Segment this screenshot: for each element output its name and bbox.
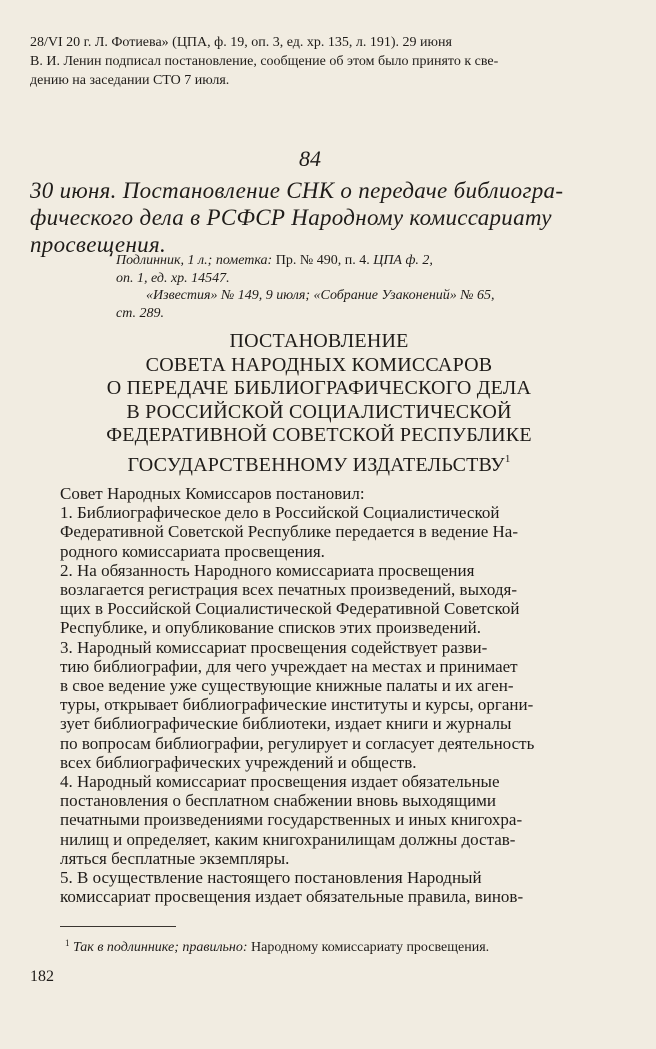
paragraph-line: тию библиографии, для чего учреждает на местах и принимает [60, 656, 518, 676]
footnote-mark: 1 [504, 452, 511, 465]
source-line [116, 252, 608, 270]
decree-paragraph-1 [30, 503, 608, 561]
paragraph-line: печатными произведениями государственных и иных книгохра- [60, 810, 523, 830]
paragraph-line: комиссариат просвещения издает обязательные правила, винов- [60, 887, 524, 907]
paragraph-line: 3. Народный комиссариат просвещения содействует разви- [60, 637, 488, 657]
paragraph-line: Республике, и опубликование списков этих произведений. [60, 618, 481, 638]
title-last-text: ГОСУДАРСТВЕННОМУ ИЗДАТЕЛЬСТВУ [127, 453, 505, 476]
paragraph-line: ляться бесплатные экземпляры. [60, 848, 290, 868]
paragraph-line: родного комиссариата просвещения. [60, 541, 325, 561]
heading-line: фического дела в РСФСР Народному комиссариату [30, 205, 552, 230]
paragraph-line: Федеративной Советской Республике передается в ведение На- [60, 522, 518, 542]
page-number: 182 [30, 968, 54, 985]
decree-intro: Совет Народных Комиссаров постановил: [60, 484, 365, 503]
decree-paragraph-4 [30, 772, 608, 868]
paragraph-line: 4. Народный комиссариат просвещения издает обязательные [60, 772, 500, 792]
paragraph-line: туры, открывает библиографические институты и курсы, органи- [60, 695, 534, 715]
paragraph-line: нилищ и определяет, каким книгохранилищам должны достав- [60, 829, 516, 849]
decree-paragraph-5 [30, 868, 608, 906]
title-line: СОВЕТА НАРОДНЫХ КОМИССАРОВ [145, 353, 493, 376]
footnote-line [65, 934, 610, 957]
source-line: оп. 1, ед. хр. 14547. [116, 270, 230, 286]
paragraph-line: постановления о бесплатном снабжении вновь выходящими [60, 791, 497, 811]
decree-body [30, 484, 608, 906]
document-heading [30, 177, 620, 258]
paragraph-line: возлагается регистрация всех печатных произведений, выходя- [60, 580, 517, 600]
source-publication: «Известия» № 149, 9 июля; «Собрание Узаконений» № 65, [146, 288, 495, 303]
decree-title [30, 330, 608, 477]
title-line: ПОСТАНОВЛЕНИЕ [229, 330, 409, 352]
source-protocol: Пр. № 490, п. 4. [272, 253, 374, 268]
paragraph-line: по вопросам библиографии, регулирует и согласует деятельность [60, 733, 535, 753]
title-line: ФЕДЕРАТИВНОЙ СОВЕТСКОЙ РЕСПУБЛИКЕ [106, 424, 532, 446]
decree-paragraph-2 [30, 561, 608, 638]
paragraph-line: щих в Российской Социалистической Федеративной Советской [60, 599, 520, 619]
footnote-italic-text: Так в подлиннике; правильно: [69, 940, 248, 955]
heading-line: просвещения. [30, 232, 166, 257]
paragraph-line: 2. На обязанность Народного комиссариата просвещения [60, 560, 475, 580]
source-original-label: Подлинник, 1 л.; пометка: [116, 253, 273, 268]
footnote-number: 1 [65, 938, 70, 948]
title-line: О ПЕРЕДАЧЕ БИБЛИОГРАФИЧЕСКОГО ДЕЛА [106, 377, 532, 399]
paragraph-line: всех библиографических учреждений и обществ. [60, 752, 417, 772]
paragraph-line: 5. В осуществление настоящего постановления Народный [60, 868, 482, 888]
commentary-line: дению на заседании СТО 7 июля. [30, 73, 230, 88]
footnote [65, 934, 610, 957]
paragraph-line: зует библиографические библиотеки, издает книги и журналы [60, 714, 512, 734]
commentary-line: 28/VI 20 г. Л. Фотиева» (ЦПА, ф. 19, оп. 3, ед. хр. 135, л. 191). 29 июня [30, 35, 452, 50]
source-line: ст. 289. [116, 305, 164, 321]
paragraph-line: 1. Библиографическое дело в Российской Социалистической [60, 503, 500, 523]
source-archive: ЦПА ф. 2, [373, 253, 433, 268]
archival-source-note [116, 252, 608, 322]
commentary-line: В. И. Ленин подписал постановление, сообщение об этом было принято к све- [30, 54, 499, 69]
title-line [30, 448, 608, 478]
footnote-divider [60, 926, 176, 927]
document-number: 84 [299, 146, 321, 171]
footnote-text: Народному комиссариату просвещения. [247, 940, 490, 955]
continued-commentary [30, 33, 608, 90]
paragraph-line: в свое ведение уже существующие книжные палаты и их аген- [60, 676, 514, 696]
decree-paragraph-3 [30, 638, 608, 772]
title-line: В РОССИЙСКОЙ СОЦИАЛИСТИЧЕСКОЙ [126, 400, 512, 423]
heading-line: 30 июня. Постановление СНК о передаче библиогра- [30, 178, 564, 203]
